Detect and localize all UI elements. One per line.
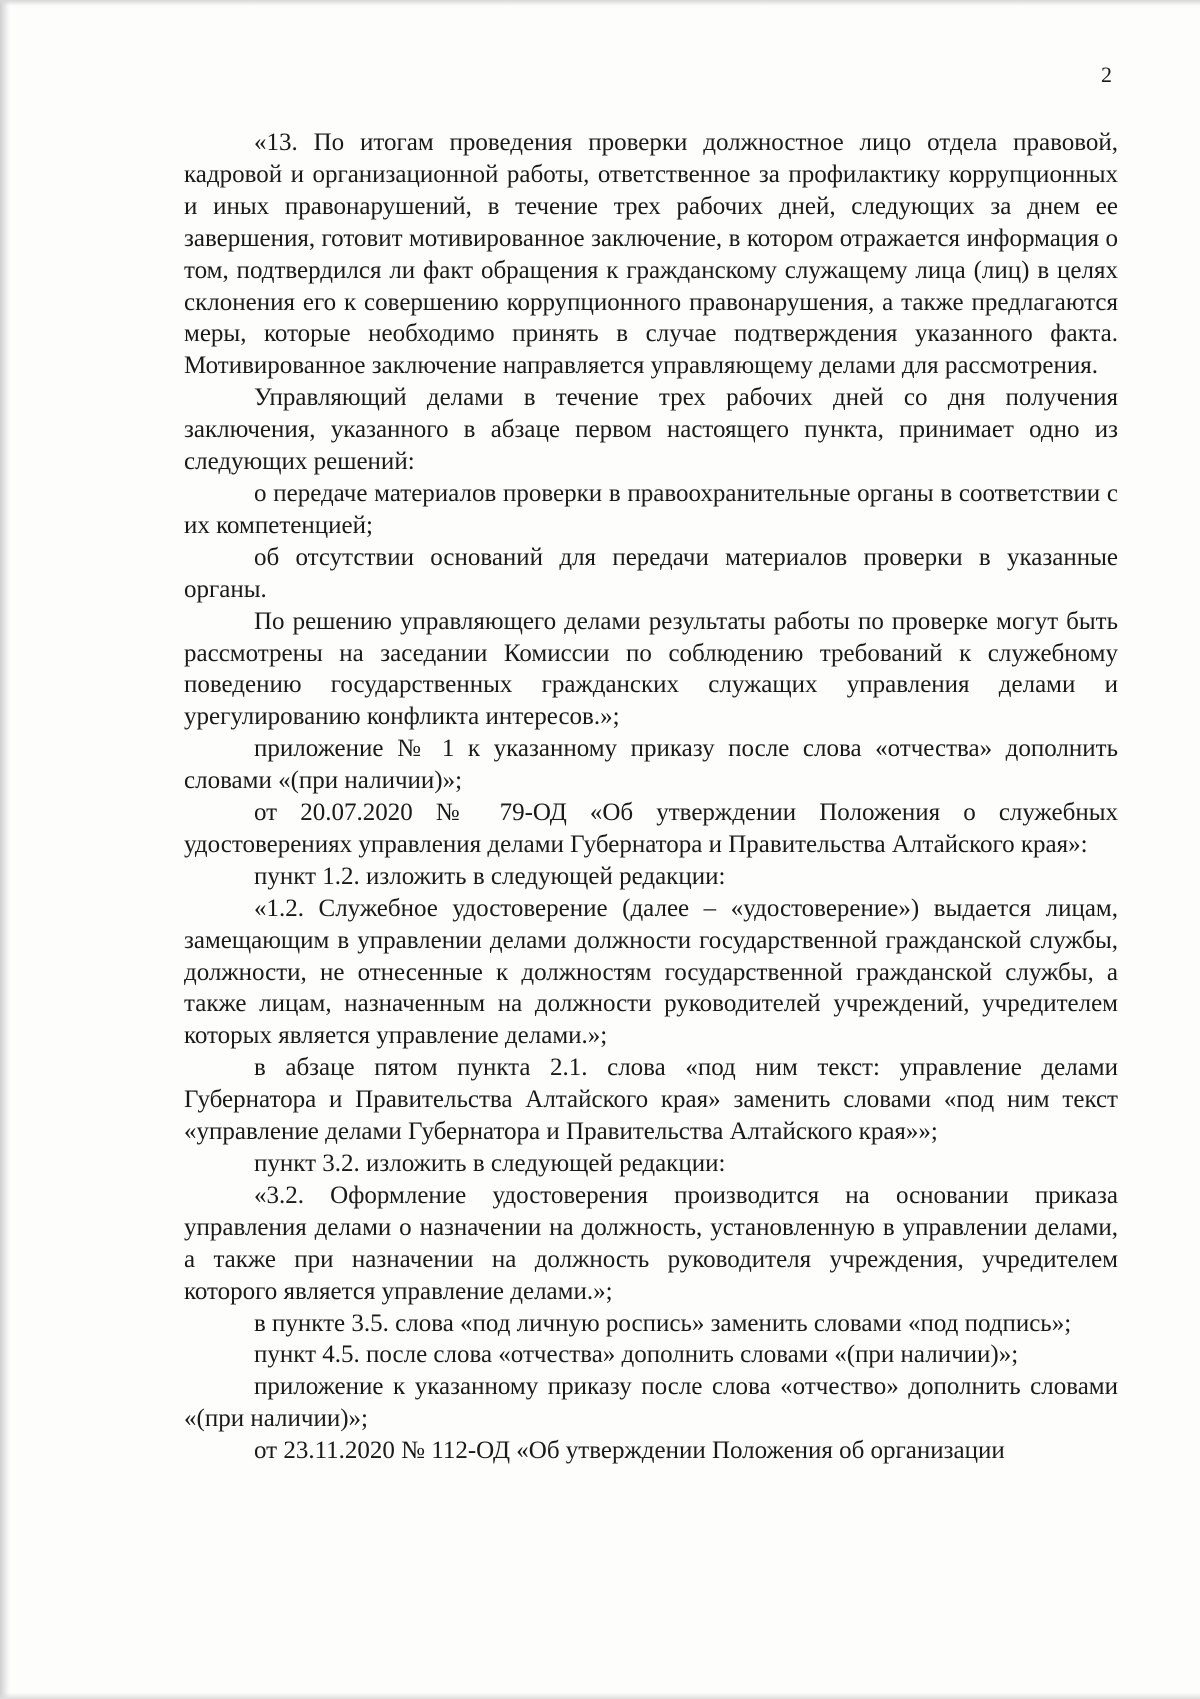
paragraph: «13. По итогам проведения проверки должностное лицо отдела правовой, кадровой и организационной работы, ответственное за профилактику коррупционных и иных правонарушений, в течение трех рабочих дней, следующих за днем ее завершения, готовит мотивированное заключение, в котором отражается информация о том, подтвердился ли факт обращения к гражданскому служащему лица (лиц) в целях склонения его к совершению коррупционного правонарушения, а также предлагаются меры, которые необходимо принять в случае подтверждения указанного факта. Мотивированное заключение направляется управляющему делами для рассмотрения. — [184, 129, 1118, 380]
paragraph: пункт 4.5. после слова «отчества» дополнить словами «(при наличии)»; — [254, 1341, 1019, 1369]
paragraph: приложение № 1 к указанному приказу после слова «отчества» дополнить словами «(при наличии)»; — [184, 735, 1118, 795]
paragraph: в пункте 3.5. слова «под личную роспись» заменить словами «под подпись»; — [254, 1309, 1072, 1337]
page-number: 2 — [1101, 62, 1112, 87]
paragraph: от 23.11.2020 № 112-ОД «Об утверждении Положения об организации — [254, 1437, 1005, 1465]
scan-edge-bottom — [0, 1693, 1200, 1699]
paragraph: «1.2. Служебное удостоверение (далее – «удостоверение») выдается лицам, замещающим в управлении делами должности государственной гражданской службы, должности, не отнесенные к должностям государственной гражданской службы, а также лицам, назначенным на должности руководителей учреждений, учредителем которых является управление делами.»; — [184, 894, 1118, 1050]
scan-edge-top — [0, 0, 1200, 6]
document-body — [184, 127, 1118, 1467]
paragraph: пункт 1.2. изложить в следующей редакции: — [254, 862, 726, 890]
paragraph: о передаче материалов проверки в правоохранительные органы в соответствии с их компетенцией; — [184, 479, 1118, 539]
scan-edge-left — [0, 0, 10, 1699]
paragraph: «3.2. Оформление удостоверения производится на основании приказа управления делами о назначении на должность, установленную в управлении делами, а также при назначении на должность руководителя учреждения, учредителем которого является управление делами.»; — [184, 1181, 1118, 1305]
paragraph: По решению управляющего делами результаты работы по проверке могут быть рассмотрены на заседании Комиссии по соблюдению требований к служебному поведению государственных гражданских служащих управления делами и урегулированию конфликта интересов.»; — [184, 607, 1118, 731]
paragraph: от 20.07.2020 № 79-ОД «Об утверждении Положения о служебных удостоверениях управления делами Губернатора и Правительства Алтайского края»: — [184, 799, 1118, 858]
paragraph: об отсутствии оснований для передачи материалов проверки в указанные органы. — [184, 543, 1118, 603]
paragraph: Управляющий делами в течение трех рабочих дней со дня получения заключения, указанного в абзаце первом настоящего пункта, принимает одно из следующих решений: — [184, 384, 1118, 476]
paragraph: пункт 3.2. изложить в следующей редакции: — [254, 1150, 726, 1177]
paragraph: приложение к указанному приказу после слова «отчество» дополнить словами «(при наличии)»; — [184, 1373, 1118, 1433]
paragraph: в абзаце пятом пункта 2.1. слова «под ним текст: управление делами Губернатора и Правительства Алтайского края» заменить словами «под ним текст «управление делами Губернатора и Правительства Алтайского края»»; — [184, 1054, 1118, 1146]
